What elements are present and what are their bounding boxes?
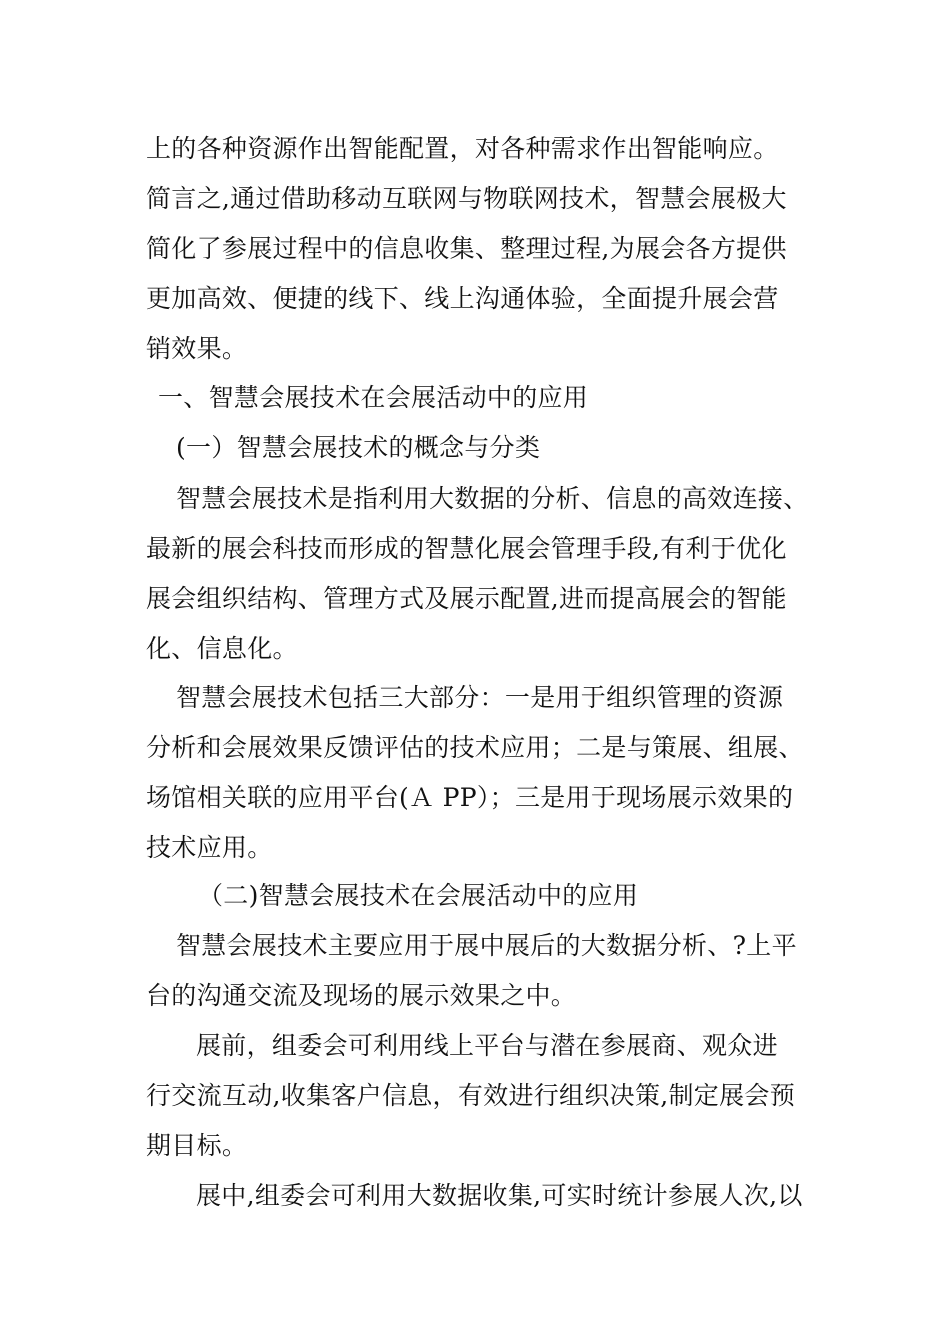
text-line: 分析和会展效果反馈评估的技术应用；二是与策展、组展、 — [146, 733, 804, 762]
text-line: 技术应用。 — [146, 833, 273, 862]
text-line: 简化了参展过程中的信息收集、整理过程,为展会各方提供 — [146, 234, 787, 263]
text-line: 简言之,通过借助移动互联网与物联网技术，智慧会展极大 — [146, 184, 787, 213]
text-line: 更加高效、便捷的线下、线上沟通体验，全面提升展会营 — [146, 284, 779, 313]
text-line: 化、信息化。 — [146, 634, 298, 663]
text-line: 智慧会展技术包括三大部分：一是用于组织管理的资源 — [176, 683, 784, 712]
section-heading: 一、智慧会展技术在会展活动中的应用 — [158, 383, 589, 412]
text-line: 销效果。 — [146, 334, 248, 363]
text-line: 上的各种资源作出智能配置，对各种需求作出智能响应。 — [146, 134, 779, 163]
text-line: 最新的展会科技而形成的智慧化展会管理手段,有利于优化 — [146, 534, 787, 563]
text-line: 智慧会展技术主要应用于展中展后的大数据分析、?上平 — [176, 931, 797, 960]
text-line: 行交流互动,收集客户信息，有效进行组织决策,制定展会预 — [146, 1081, 795, 1110]
text-line: 展前，组委会可利用线上平台与潜在参展商、观众进 — [196, 1031, 778, 1060]
text-line: 智慧会展技术是指利用大数据的分析、信息的高效连接、 — [176, 484, 809, 513]
text-line: 期目标。 — [146, 1131, 248, 1160]
text-line: 展会组织结构、管理方式及展示配置,进而提高展会的智能 — [146, 584, 787, 613]
subsection-heading: (一）智慧会展技术的概念与分类 — [176, 433, 541, 462]
subsection-heading: （二)智慧会展技术在会展活动中的应用 — [198, 881, 639, 910]
text-line: 展中,组委会可利用大数据收集,可实时统计参展人次,以 — [196, 1181, 803, 1210]
text-line: 场馆相关联的应用平台(Ａ PP）；三是用于现场展示效果的 — [146, 783, 794, 812]
text-line: 台的沟通交流及现场的展示效果之中。 — [146, 981, 577, 1010]
